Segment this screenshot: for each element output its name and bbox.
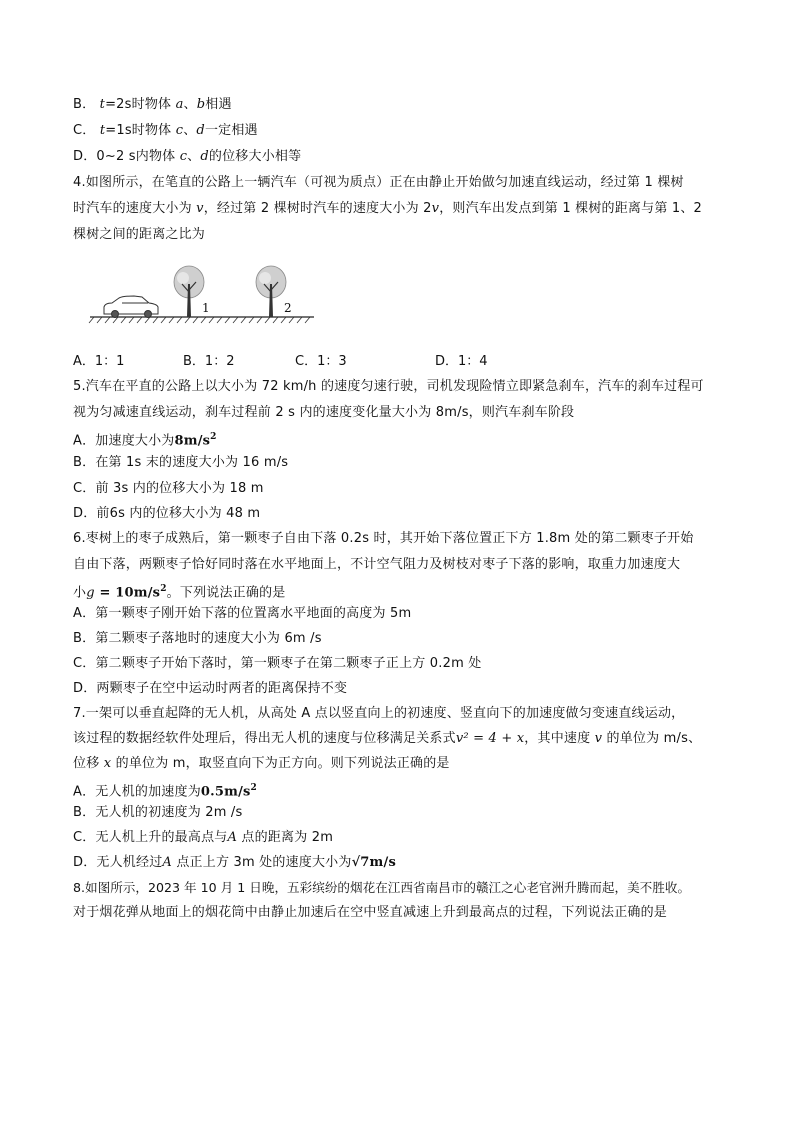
q4-option-c: C．1：3 [295,354,347,369]
q7-stem-line1: 7.一架可以垂直起降的无人机，从高处 A 点以竖直向上的初速度、竖直向下的加速度做匀变速直线运动， [73,706,685,721]
q5-option-c: C．前 3s 内的位移大小为 18 m [73,481,264,496]
q7-option-b: B．无人机的初速度为 2m /s [73,805,243,820]
q6-option-b: B．第二颗枣子落地时的速度大小为 6m /s [73,631,322,646]
q6-stem-line3: 小$g = 10m/s^2$。下列说法正确的是 [73,584,286,601]
q3-option-d: D．0~2 s内物体 c、d的位移大小相等 [73,149,302,164]
q7-stem-line3: 位移 x 的单位为 m，取竖直向下为正方向。则下列说法正确的是 [73,756,450,771]
tree-2-label: 2 [284,301,292,315]
car-icon [104,296,158,318]
q4-stem-line2: 时汽车的速度大小为 v，经过第 2 棵树时汽车的速度大小为 2v，则汽车出发点到第 1 棵树的距离与第 1、2 [73,201,702,216]
tree-1-label: 1 [202,301,210,315]
q8-stem-line1: 8.如图所示，2023 年 10 月 1 日晚，五彩缤纷的烟花在江西省南昌市的赣江之心老官洲升腾而起，美不胜收。 [73,880,691,895]
q5-stem-line2: 视为匀减速直线运动，刹车过程前 2 s 内的速度变化量大小为 8m/s，则汽车刹车阶段 [73,405,575,420]
q6-option-c: C．第二颗枣子开始下落时，第一颗枣子在第二颗枣子正上方 0.2m 处 [73,656,482,671]
q7-option-a: A．无人机的加速度为$0.5m/s^2$ [73,783,258,800]
q3-option-c: C． t=1s时物体 c、d一定相遇 [73,123,258,138]
q7-option-d: D．无人机经过A 点正上方 3m 处的速度大小为√7m/s [73,855,396,870]
q4-option-b: B．1：2 [183,354,235,369]
q4-stem-line3: 棵树之间的距离之比为 [73,227,206,242]
q6-option-d: D．两颗枣子在空中运动时两者的距离保持不变 [73,681,348,696]
q6-stem-line1: 6.枣树上的枣子成熟后，第一颗枣子自由下落 0.2s 时，其开始下落位置正下方 1.8m 处的第二颗枣子开始 [73,531,694,546]
q8-stem-line2: 对于烟花弹从地面上的烟花筒中由静止加速后在空中竖直减速上升到最高点的过程，下列说法正确的是 [73,905,668,920]
q4-option-d: D．1：4 [435,354,488,369]
q5-option-b: B．在第 1s 末的速度大小为 16 m/s [73,455,289,470]
road-hatching [89,317,310,323]
q6-option-a: A．第一颗枣子刚开始下落的位置离水平地面的高度为 5m [73,606,412,621]
q5-option-a: A．加速度大小为$8m/s^2$ [73,432,217,449]
q5-option-d: D．前6s 内的位移大小为 48 m [73,506,261,521]
q6-stem-line2: 自由下落，两颗枣子恰好同时落在水平地面上，不计空气阻力及树枝对枣子下落的影响，取重力加速度大 [73,557,681,572]
q4-stem-line1: 4.如图所示，在笔直的公路上一辆汽车（可视为质点）正在由静止开始做匀加速直线运动，经过第 1 棵树 [73,175,684,190]
tree-1-icon [174,266,204,317]
q4-option-a: A．1：1 [73,354,125,369]
tree-2-icon [256,266,286,317]
q7-option-c: C．无人机上升的最高点与A 点的距离为 2m [73,830,334,845]
q7-stem-line2: 该过程的数据经软件处理后，得出无人机的速度与位移满足关系式v² = 4 + x，其中速度 v 的单位为 m/s、 [73,731,702,746]
q5-stem-line1: 5.汽车在平直的公路上以大小为 72 km/h 的速度匀速行驶，司机发现险情立即紧急刹车，汽车的刹车过程可 [73,379,704,394]
car-and-trees-figure [86,262,318,326]
q3-option-b: B． t=2s时物体 a、b相遇 [73,97,232,112]
